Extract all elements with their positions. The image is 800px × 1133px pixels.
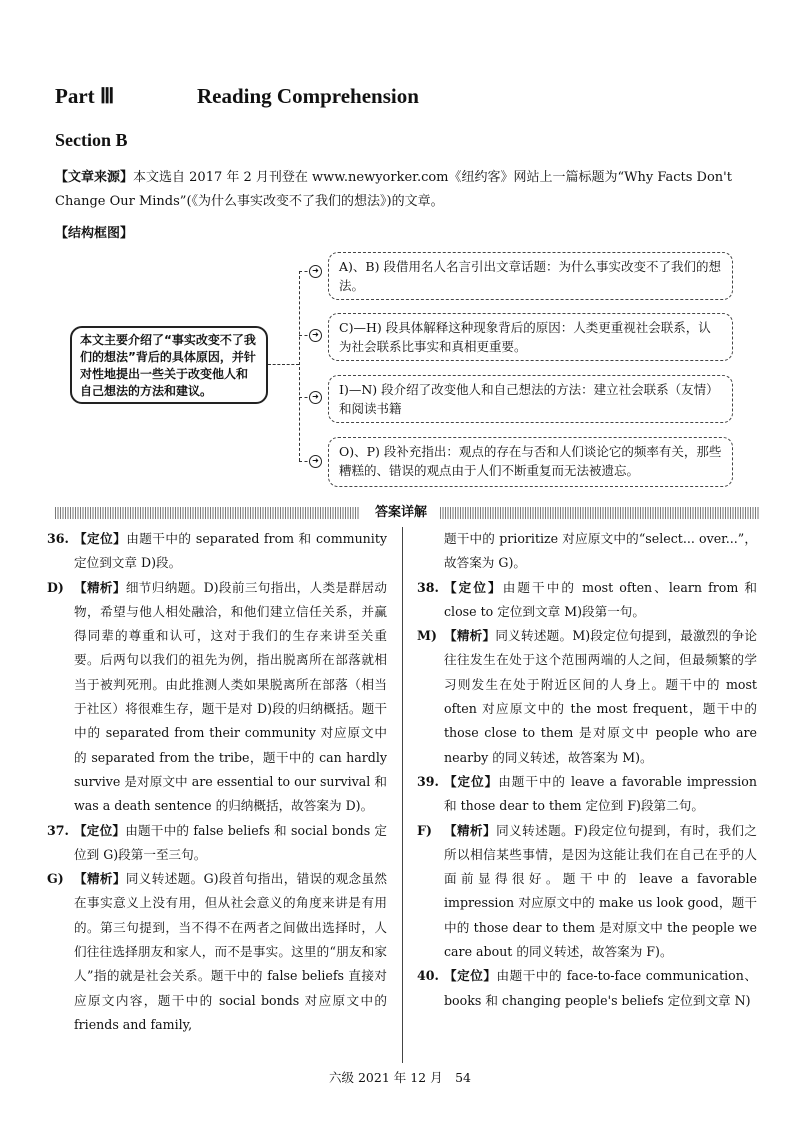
entry-label: 【精析】 [74, 871, 126, 887]
entry-label: 【定位】 [74, 822, 126, 838]
answer-entry [417, 819, 757, 965]
entry-text: 题干中的 prioritize 对应原文中的“select... over...”，故答案为 G)。 [444, 531, 757, 571]
answer-banner [55, 504, 760, 522]
answer-entry [47, 576, 387, 819]
answers-left-column [47, 527, 387, 1037]
arrow-circle-icon: ➜ [309, 391, 322, 404]
column-divider [402, 527, 403, 1063]
entry-text: 由题干中的 separated from 和 community 定位到文章 D)段。 [74, 531, 388, 571]
entry-label: 【定位】 [74, 531, 127, 546]
structure-branch-3: I)—N) 段介绍了改变他人和自己想法的方法：建立社会联系（友情）和阅读书籍 [328, 375, 733, 423]
entry-tag: 36. [47, 531, 69, 546]
entry-tag: 38. [417, 579, 439, 595]
source-label: 【文章来源】 [55, 170, 134, 185]
entry-label: 【精析】 [444, 628, 496, 644]
answer-entry [417, 576, 757, 625]
structure-branch-2: C)—H) 段具体解释这种现象背后的原因：人类更重视社会联系，认为社会联系比事实和真相更重要。 [328, 313, 733, 361]
structure-label: 【结构框图】 [55, 226, 134, 241]
entry-tag: 37. [47, 822, 69, 838]
answer-entry [417, 624, 757, 770]
source-text: 本文选自 2017 年 2 月刊登在 www.newyorker.com《纽约客》网站上一篇标题为“Why Facts Don't Change Our Minds”(《为什么事实改变不了我们的想法》)的文章。 [55, 170, 732, 209]
entry-label: 【定位】 [444, 773, 499, 789]
entry-text: 同义转述题。F)段定位句提到，有时，我们之所以相信某些事情，是因为这能让我们在自己在乎的人面前显得很好。题干中的 leave a favorable impression 对应原文中的 make us look good，题干中的 those dear to them 是对原文中 the people we care about 的同义转述，故答案为 F)。 [444, 822, 757, 960]
answer-entry [417, 964, 757, 1013]
part-heading [55, 84, 755, 109]
arrow-circle-icon: ➜ [309, 265, 322, 278]
answer-entry [47, 527, 387, 576]
banner-title: 答案详解 [374, 505, 427, 520]
structure-branch-4: O)、P) 段补充指出：观点的存在与否和人们谈论它的频率有关，那些糟糕的、错误的观点由于人们不断重复而无法被遗忘。 [328, 437, 733, 487]
entry-tag: F) [417, 822, 432, 838]
entry-tag: 39. [417, 773, 439, 789]
arrow-circle-icon: ➜ [309, 329, 322, 342]
entry-text: 由题干中的 face-to-face communication、books 和 changing people's beliefs 定位到文章 N) [444, 968, 758, 1008]
entry-tag: M) [417, 628, 437, 644]
structure-summary-box: 本文主要介绍了“事实改变不了我们的想法”背后的具体原因，并针对性地提出一些关于改变他人和自己想法的方法和建议。 [70, 326, 268, 404]
connector-line [268, 364, 299, 365]
answers-right-column [417, 527, 757, 1013]
entry-label: 【精析】 [74, 579, 126, 595]
bracket-line [299, 271, 300, 461]
answer-entry [417, 770, 757, 819]
part-title: Reading Comprehension [197, 84, 419, 108]
structure-branch-1: A)、B) 段借用名人名言引出文章话题：为什么事实改变不了我们的想法。 [328, 252, 733, 300]
answer-entry [47, 867, 387, 1037]
entry-tag: G) [47, 871, 64, 887]
answer-entry [417, 527, 757, 576]
banner-hatch [440, 507, 760, 519]
entry-text: 同义转述题。M)段定位句提到，最激烈的争论往往发生在处于这个范围两端的人之间，但最频繁的学习则发生在处于附近区间的人身上。题干中的 most often 对应原文中的 the most frequent，题干中的 those close to them 是对原文中 people who are nearby 的同义转述，故答案为 M)。 [444, 628, 758, 765]
entry-text: 由题干中的 most often、learn from 和 close to 定位到文章 M)段第一句。 [444, 579, 757, 619]
entry-text: 由题干中的 false beliefs 和 social bonds 定位到 G)段第一至三句。 [74, 822, 387, 862]
part-label: Part Ⅲ [55, 84, 115, 108]
entry-tag: D) [47, 579, 64, 595]
entry-text: 由题干中的 leave a favorable impression 和 those dear to them 定位到 F)段第二句。 [444, 773, 757, 814]
page-footer: 六级 2021 年 12 月 54 [328, 1070, 472, 1085]
section-title: Section B [55, 130, 128, 150]
entry-label: 【定位】 [444, 968, 497, 984]
arrow-circle-icon: ➜ [309, 455, 322, 468]
answer-entry [47, 819, 387, 868]
entry-label: 【定位】 [444, 579, 503, 595]
article-source [55, 166, 760, 214]
banner-hatch [55, 507, 360, 519]
entry-text: 细节归纳题。D)段前三句指出，人类是群居动物，希望与他人相处融洽，和他们建立信任关系，并赢得同辈的尊重和认可，这对于我们的生存来讲至关重要。后两句以我们的祖先为例，指出脱离所在部落就相当于被判死刑。由此推测人类如果脱离所在部落（相当于社区）将很难生存，题干是对 D)段的归纳概括。题干中的 separated from their community 对应原文中的 separated from the tribe，题干中的 can hardly survive 是对原文中 are essential to our survival 和 was a death sentence 的归纳概括，故答案为 D)。 [74, 579, 387, 814]
entry-tag: 40. [417, 968, 439, 984]
entry-text: 同义转述题。G)段首句指出，错误的观念虽然在事实意义上没有用，但从社会意义的角度来讲是有用的。第三句提到，当不得不在两者之间做出选择时，人们往往选择朋友和家人，而不是事实。这里的“朋友和家人”指的就是社会关系。题干中的 false beliefs 直接对应原文内容，题干中的 social bonds 对应原文中的 friends and family, [74, 871, 388, 1032]
entry-label: 【精析】 [444, 822, 497, 838]
